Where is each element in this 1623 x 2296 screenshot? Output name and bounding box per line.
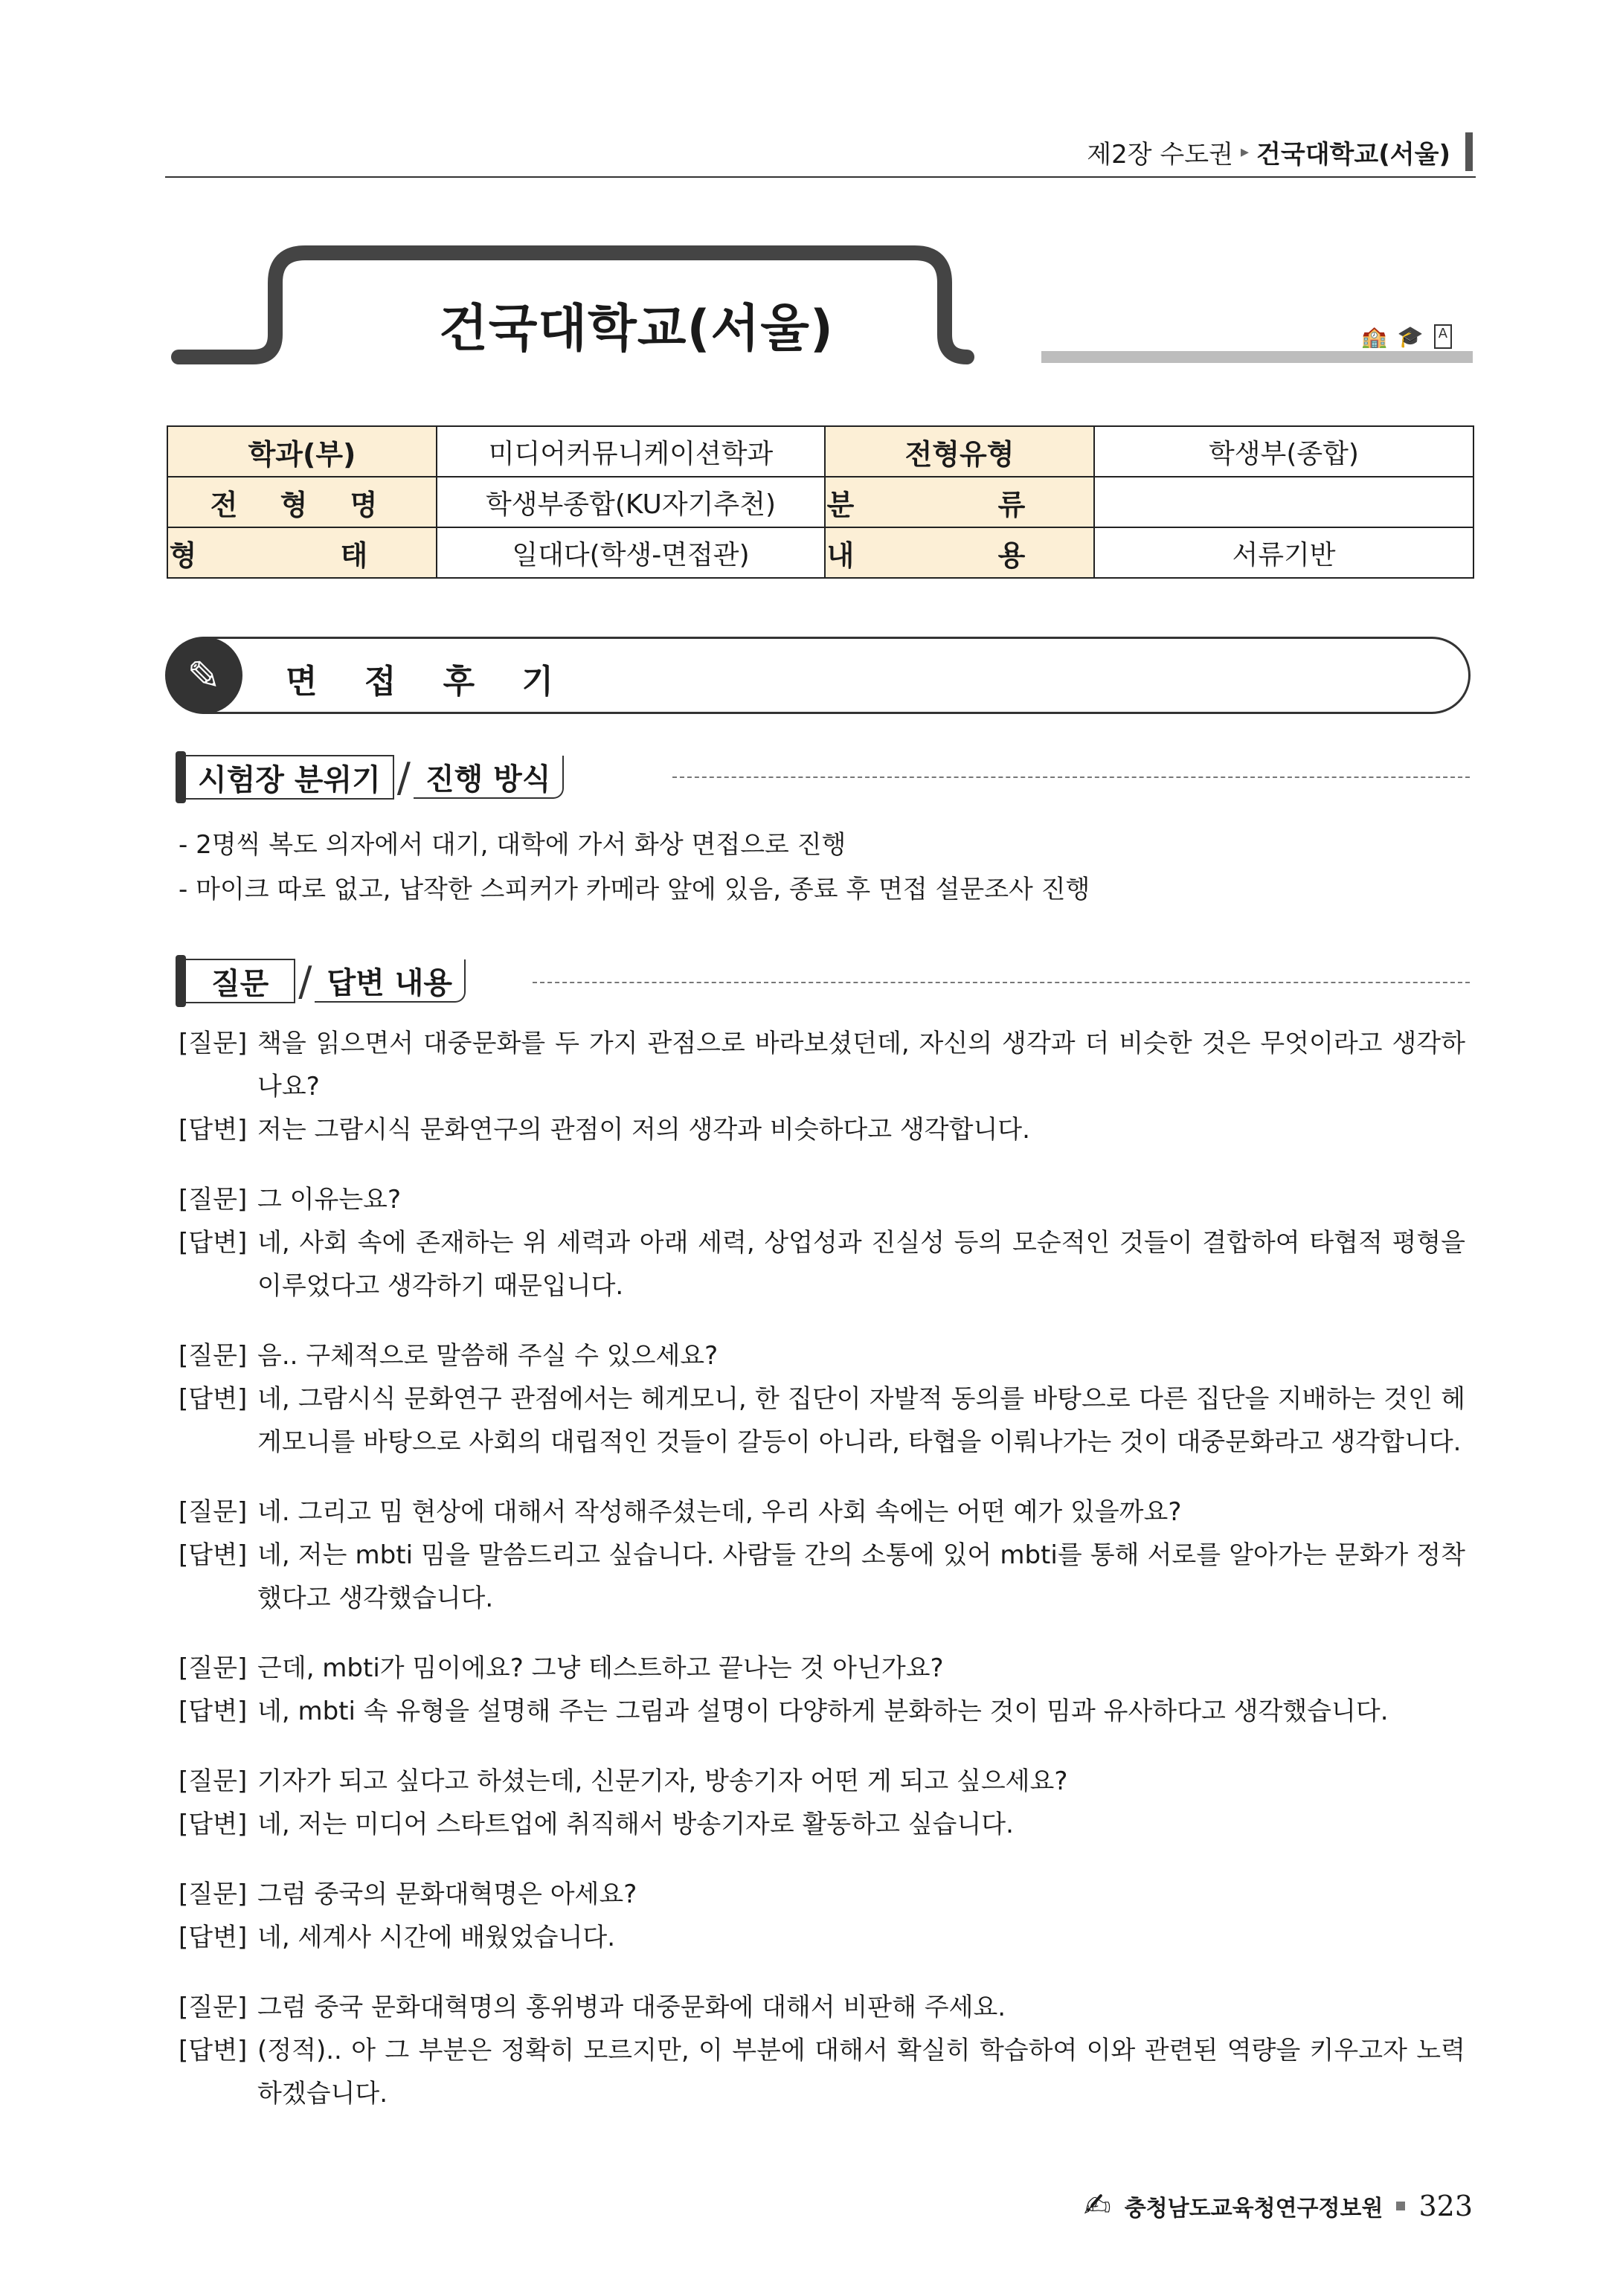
page-title: 건국대학교(서울) xyxy=(439,300,834,358)
answer-text: 네, 사회 속에 존재하는 위 세력과 아래 세력, 상업성과 진실성 등의 모순적인 것들이 결합하여 타협적 평형을 이루었다고 생각하기 때문입니다. xyxy=(257,1228,1465,1301)
answer-text: 네, 그람시식 문화연구 관점에서는 헤게모니, 한 집단이 자발적 동의를 바탕으로 다른 집단을 지배하는 것인 헤게모니를 바탕으로 사회의 대립적인 것들이 갈등이 아니라, 타협을 이뤄나가는 것이 대중문화라고 생각합니다. xyxy=(257,1384,1465,1457)
question-tag: [질문] xyxy=(179,1185,248,1215)
question-tag: [질문] xyxy=(179,1766,248,1796)
page-footer xyxy=(1084,2187,1473,2225)
bullet-item: - 2명씩 복도 의자에서 대기, 대학에 가서 화상 면접으로 진행 xyxy=(179,830,846,860)
question-tag: [질문] xyxy=(179,1029,248,1058)
qa-block xyxy=(179,1491,1465,1620)
label-admission-type: 전형유형 xyxy=(825,426,1094,477)
label-department: 학과(부) xyxy=(167,426,437,477)
question-text: 네. 그리고 밈 현상에 대해서 작성해주셨는데, 우리 사회 속에는 어떤 예가 있을까요? xyxy=(257,1497,1182,1527)
answer-text: 네, 세계사 시간에 배웠었습니다. xyxy=(257,1923,616,1952)
school-icon: 🏫 xyxy=(1361,324,1387,349)
qa-block xyxy=(179,1178,1465,1308)
table-row xyxy=(167,477,1473,527)
section-title: 면 접 후 기 xyxy=(286,663,571,701)
value-format: 일대다(학생-면접관) xyxy=(437,527,825,578)
table-row xyxy=(167,527,1473,578)
answer-text: (정적).. 아 그 부분은 정확히 모르지만, 이 부분에 대해서 확실히 학습하여 이와 관련된 역량을 키우고자 노력하겠습니다. xyxy=(257,2036,1465,2109)
value-admission-type: 학생부(종합) xyxy=(1094,426,1473,477)
pencil-icon: ✎ xyxy=(165,637,242,714)
answer-tag: [답변] xyxy=(179,1228,248,1258)
document-icon: A xyxy=(1434,324,1452,349)
subheader-atmosphere xyxy=(176,751,564,803)
qa-block xyxy=(179,1873,1465,1959)
subheader-qa xyxy=(176,955,466,1007)
question-text: 기자가 되고 싶다고 하셨는데, 신문기자, 방송기자 어떤 게 되고 싶으세요? xyxy=(257,1766,1068,1796)
header-university: 건국대학교(서울) xyxy=(1256,139,1450,170)
question-tag: [질문] xyxy=(179,1653,248,1683)
subheader-tab-answer: 답변 내용 xyxy=(315,959,466,1003)
answer-tag: [답변] xyxy=(179,1810,248,1839)
subheader-tab-process: 진행 방식 xyxy=(414,756,565,799)
answer-tag: [답변] xyxy=(179,1384,248,1414)
answer-text: 저는 그람시식 문화연구의 관점이 저의 생각과 비슷하다고 생각합니다. xyxy=(257,1115,1030,1145)
subheader-tab-question: 질문 xyxy=(186,959,295,1003)
question-tag: [질문] xyxy=(179,1879,248,1909)
answer-text: 네, mbti 속 유형을 설명해 주는 그림과 설명이 다양하게 분화하는 것이 밈과 유사하다고 생각했습니다. xyxy=(257,1697,1389,1726)
question-tag: [질문] xyxy=(179,1993,248,2022)
question-text: 그럼 중국 문화대혁명의 홍위병과 대중문화에 대해서 비판해 주세요. xyxy=(257,1993,1006,2022)
answer-text: 네, 저는 미디어 스타트업에 취직해서 방송기자로 활동하고 싶습니다. xyxy=(257,1810,1014,1839)
org-logo-icon: ✍ xyxy=(1083,2187,1111,2225)
label-content: 내 용 xyxy=(825,527,1094,578)
qa-block xyxy=(179,1647,1465,1733)
subheader-tab-atmosphere: 시험장 분위기 xyxy=(186,755,394,800)
value-admission-name: 학생부종합(KU자기추천) xyxy=(437,477,825,527)
answer-tag: [답변] xyxy=(179,1697,248,1726)
question-text: 그럼 중국의 문화대혁명은 아세요? xyxy=(257,1879,637,1909)
label-format: 형 태 xyxy=(167,527,437,578)
subheader-cap xyxy=(176,955,186,1007)
question-text: 근데, mbti가 밈이에요? 그냥 테스트하고 끝나는 것 아닌가요? xyxy=(257,1653,944,1683)
answer-tag: [답변] xyxy=(179,2036,248,2065)
bullet-item: - 마이크 따로 없고, 납작한 스피커가 카메라 앞에 있음, 종료 후 면접 설문조사 진행 xyxy=(179,875,1090,904)
qa-list xyxy=(179,1022,1465,2142)
qa-block xyxy=(179,1760,1465,1846)
table-row xyxy=(167,426,1473,477)
qa-block xyxy=(179,1334,1465,1464)
graduation-cap-icon: 🎓 xyxy=(1397,324,1424,349)
org-name: 충청남도교육청연구정보원 xyxy=(1124,2195,1383,2222)
arrow-icon: ▸ xyxy=(1240,142,1249,161)
answer-tag: [답변] xyxy=(179,1115,248,1145)
answer-tag: [답변] xyxy=(179,1923,248,1952)
label-category: 분 류 xyxy=(825,477,1094,527)
slash-divider: / xyxy=(396,753,411,801)
question-text: 그 이유는요? xyxy=(257,1185,402,1215)
label-admission-name: 전 형 명 xyxy=(167,477,437,527)
answer-tag: [답변] xyxy=(179,1540,248,1570)
question-tag: [질문] xyxy=(179,1341,248,1371)
slash-divider: / xyxy=(298,957,312,1005)
question-text: 음.. 구체적으로 말씀해 주실 수 있으세요? xyxy=(257,1341,719,1371)
subheader-cap xyxy=(176,751,186,803)
chapter-label: 제2장 수도권 xyxy=(1087,139,1233,170)
question-text: 책을 읽으면서 대중문화를 두 가지 관점으로 바라보셨던데, 자신의 생각과 더 비슷한 것은 무엇이라고 생각하나요? xyxy=(257,1029,1465,1102)
footer-square xyxy=(1396,2202,1405,2210)
qa-block xyxy=(179,1022,1465,1151)
header-rule xyxy=(165,176,1476,178)
qa-block xyxy=(179,1986,1465,2115)
value-department: 미디어커뮤니케이션학과 xyxy=(437,426,825,477)
running-header xyxy=(1087,132,1473,171)
info-table xyxy=(167,425,1474,579)
title-icons xyxy=(1361,324,1452,349)
dashed-rule xyxy=(672,776,1470,778)
page-number: 323 xyxy=(1418,2189,1473,2222)
answer-text: 네, 저는 mbti 밈을 말씀드리고 싶습니다. 사람들 간의 소통에 있어 mbti를 통해 서로를 알아가는 문화가 정착했다고 생각했습니다. xyxy=(257,1540,1465,1613)
dashed-rule xyxy=(533,982,1470,983)
header-bar xyxy=(1465,132,1473,171)
question-tag: [질문] xyxy=(179,1497,248,1527)
value-content: 서류기반 xyxy=(1094,527,1473,578)
value-category xyxy=(1094,477,1473,527)
